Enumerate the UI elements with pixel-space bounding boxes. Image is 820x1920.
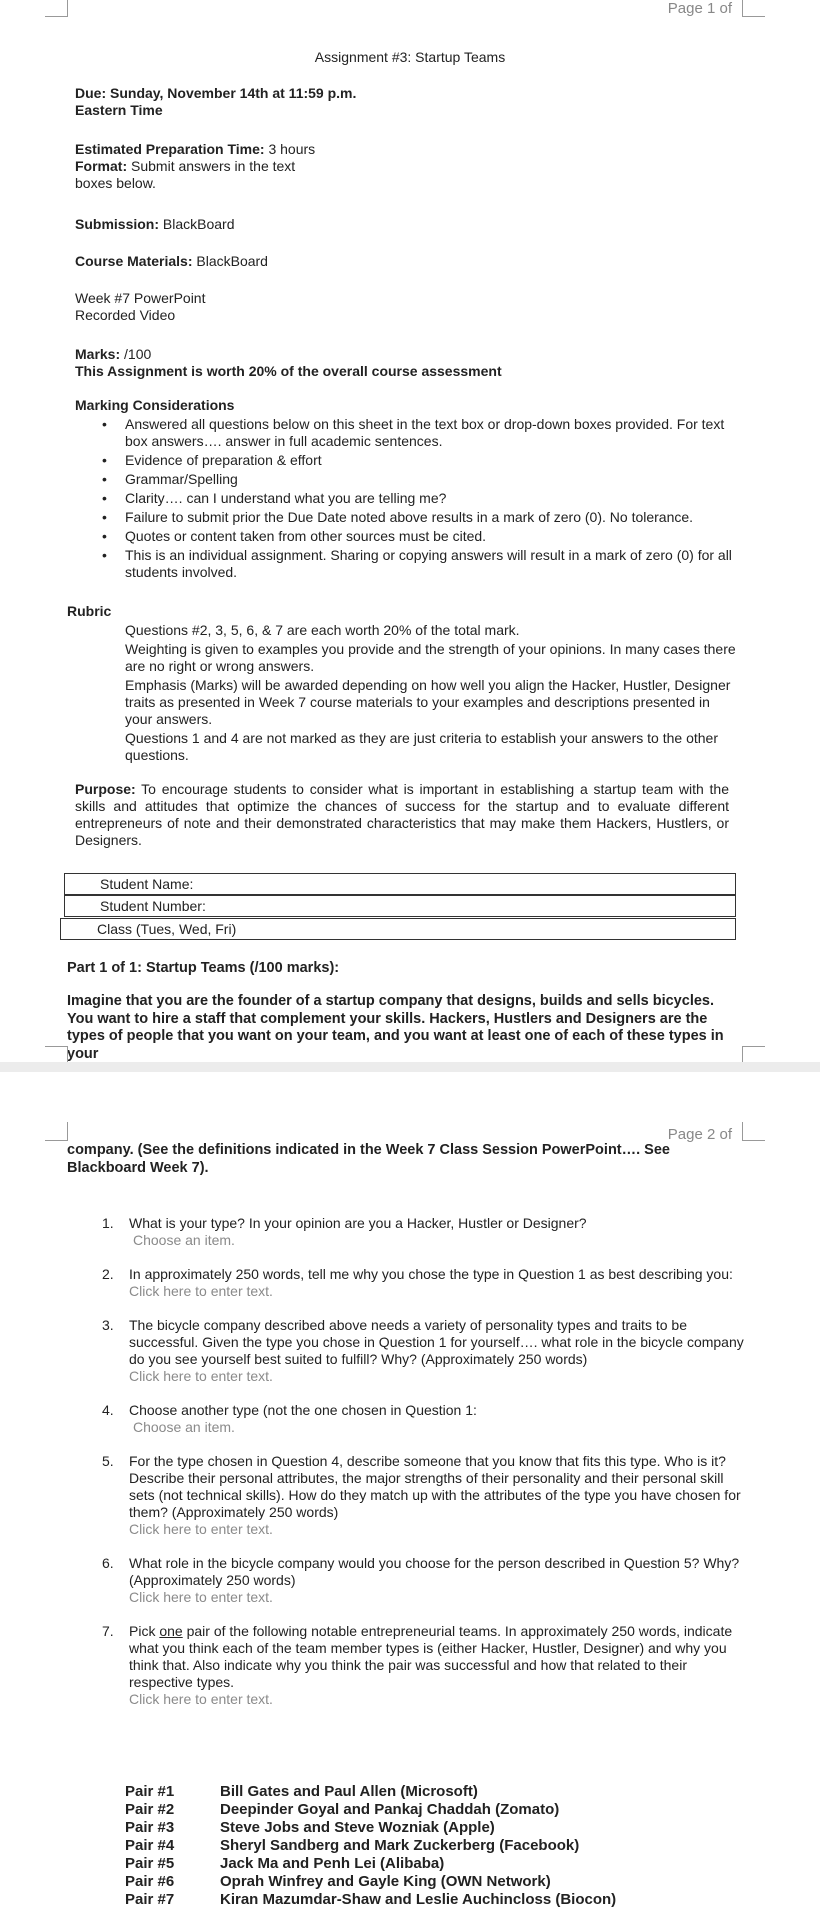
answer-textbox[interactable]: Click here to enter text. <box>129 1368 273 1384</box>
prep-value: 3 hours <box>264 141 316 157</box>
question-number: 7. <box>102 1623 114 1639</box>
document-page-2 <box>0 1072 820 1920</box>
rubric-item: Questions 1 and 4 are not marked as they are just criteria to establish your answers to the other questions. <box>125 730 718 763</box>
question-text-emphasis: one <box>159 1623 183 1639</box>
pair-row <box>125 1819 616 1837</box>
marks-value: /100 <box>120 346 152 362</box>
crop-mark-top-right <box>742 1122 765 1141</box>
question-item <box>67 1266 747 1300</box>
continuation-paragraph: company. (See the definitions indicated in the Week 7 Class Session PowerPoint…. See Blackboard Week 7). <box>67 1142 670 1176</box>
answer-dropdown[interactable]: Choose an item. <box>133 1419 235 1435</box>
question-number: 5. <box>102 1453 114 1469</box>
answer-textbox[interactable]: Click here to enter text. <box>129 1521 273 1537</box>
answer-textbox[interactable]: Click here to enter text. <box>129 1589 273 1605</box>
pair-row <box>125 1783 616 1801</box>
crop-mark-top-right <box>742 0 765 17</box>
rubric-list <box>125 622 740 766</box>
purpose-paragraph <box>75 781 729 849</box>
format-value-2: boxes below. <box>75 175 156 191</box>
rubric-item: Questions #2, 3, 5, 6, & 7 are each worth 20% of the total mark. <box>125 622 520 638</box>
pair-label: Pair #4 <box>125 1837 175 1854</box>
rubric-label: Rubric <box>67 603 112 619</box>
pair-names: Jack Ma and Penh Lei (Alibaba) <box>220 1855 445 1872</box>
materials-line <box>75 253 268 270</box>
materials-label: Course Materials: <box>75 253 193 269</box>
crop-mark-top-left <box>45 1122 68 1141</box>
answer-textbox[interactable]: Click here to enter text. <box>129 1283 273 1299</box>
student-name-field[interactable] <box>64 873 736 895</box>
marking-item: • Answered all questions below on this sheet in the text box or drop-down boxes provided. For text box answers…. answer in full academic sentences. <box>75 416 740 450</box>
pair-label: Pair #2 <box>125 1801 175 1818</box>
page-title: Assignment #3: Startup Teams <box>314 49 506 65</box>
marking-item: • Evidence of preparation & effort <box>75 452 740 469</box>
question-number: 4. <box>102 1402 114 1418</box>
question-text: Choose another type (not the one chosen in Question 1: <box>129 1402 477 1418</box>
materials-item: Week #7 PowerPoint <box>75 290 206 306</box>
purpose-label: Purpose: <box>75 781 136 797</box>
part-heading: Part 1 of 1: Startup Teams (/100 marks): <box>67 960 340 976</box>
marks-block <box>75 346 775 380</box>
question-number: 6. <box>102 1555 114 1571</box>
pair-names: Steve Jobs and Steve Wozniak (Apple) <box>220 1819 495 1836</box>
question-number: 2. <box>102 1266 114 1282</box>
marking-item: • Grammar/Spelling <box>75 471 740 488</box>
marking-list <box>75 416 740 583</box>
pair-names: Kiran Mazumdar-Shaw and Leslie Auchincloss (Biocon) <box>220 1891 617 1908</box>
submission-line <box>75 216 235 233</box>
format-value: Submit answers in the text <box>127 158 296 174</box>
due-line-2: Eastern Time <box>75 102 163 118</box>
pair-label: Pair #1 <box>125 1783 175 1800</box>
question-item <box>67 1453 747 1538</box>
rubric-item: Weighting is given to examples you provide and the strength of your opinions. In many cases there are no right or wrong answers. <box>125 641 736 674</box>
question-list <box>67 1215 747 1725</box>
question-text: What is your type? In your opinion are you a Hacker, Hustler or Designer? <box>129 1215 587 1231</box>
pair-label: Pair #7 <box>125 1891 175 1908</box>
pair-names: Bill Gates and Paul Allen (Microsoft) <box>220 1783 478 1800</box>
marks-label: Marks: <box>75 346 121 362</box>
class-field[interactable] <box>60 918 736 940</box>
student-name-label: Student Name: <box>100 876 194 892</box>
course-weight: This Assignment is worth 20% of the overall course assessment <box>75 363 502 379</box>
class-label: Class (Tues, Wed, Fri) <box>97 921 237 937</box>
submission-label: Submission: <box>75 216 160 232</box>
question-text: What role in the bicycle company would you choose for the person described in Question 5? Why? (Approximately 250 words) <box>129 1555 740 1588</box>
page-gap <box>0 1062 820 1072</box>
question-text-part: pair of the following notable entrepreneurial teams. In approximately 250 words, indicate what you think each of the team member types is (either Hacker, Hustler, Designer) and why you think that. Also indicate why you think the pair was successful and how that related to their respective types. <box>129 1623 733 1690</box>
pair-names: Deepinder Goyal and Pankaj Chaddah (Zomato) <box>220 1801 560 1818</box>
prep-format-block <box>75 141 375 192</box>
pair-label: Pair #5 <box>125 1855 175 1872</box>
page-number: Page 1 of <box>667 0 732 17</box>
materials-list <box>75 290 205 324</box>
marking-item: • This is an individual assignment. Sharing or copying answers will result in a mark of zero (0) for all students involved. <box>75 547 740 581</box>
pair-row <box>125 1873 616 1891</box>
question-text-part: Pick <box>129 1623 160 1639</box>
question-text <box>129 1623 732 1690</box>
question-text: In approximately 250 words, tell me why you chose the type in Question 1 as best describing you: <box>129 1266 733 1282</box>
pair-row <box>125 1891 616 1909</box>
answer-dropdown[interactable]: Choose an item. <box>133 1232 235 1248</box>
pair-row <box>125 1801 616 1819</box>
marking-item: • Quotes or content taken from other sources must be cited. <box>75 528 740 545</box>
pair-label: Pair #6 <box>125 1873 175 1890</box>
student-number-label: Student Number: <box>100 898 206 914</box>
marking-heading: Marking Considerations <box>75 397 235 413</box>
rubric-item: Emphasis (Marks) will be awarded depending on how well you align the Hacker, Hustler, Designer traits as presented in Week 7 course materials to your examples and descriptions presented in your answers. <box>125 677 731 727</box>
prep-label: Estimated Preparation Time: <box>75 141 265 157</box>
purpose-text: To encourage students to consider what is important in establishing a startup team with the skills and attitudes that optimize the chances of success for the startup and to evaluate different entrepreneurs of note and their demonstrated characteristics that may make them Hackers, Hustlers, or Designers. <box>75 781 729 848</box>
pair-names: Oprah Winfrey and Gayle King (OWN Network) <box>220 1873 551 1890</box>
marking-item: • Failure to submit prior the Due Date noted above results in a mark of zero (0). No tolerance. <box>75 509 740 526</box>
question-item <box>67 1555 747 1606</box>
intro-paragraph: Imagine that you are the founder of a startup company that designs, builds and sells bicycles. You want to hire a staff that complement your skills. Hackers, Hustlers and Designers are the types of people that you want on your team, and you want at least one of each of these types in your <box>67 993 724 1062</box>
pairs-table <box>125 1783 616 1909</box>
pair-row <box>125 1837 616 1855</box>
submission-value: BlackBoard <box>159 216 235 232</box>
page-number: Page 2 of <box>667 1126 732 1143</box>
due-date <box>75 85 495 119</box>
crop-mark-top-left <box>45 0 68 17</box>
format-label: Format: <box>75 158 128 174</box>
materials-value: BlackBoard <box>192 253 268 269</box>
question-number: 3. <box>102 1317 114 1333</box>
question-item <box>67 1317 747 1385</box>
marking-item: • Clarity…. can I understand what you are telling me? <box>75 490 740 507</box>
materials-item: Recorded Video <box>75 307 176 323</box>
question-text: For the type chosen in Question 4, describe someone that you know that fits this type. Who is it? Describe their personal attributes, the major strengths of their personality and their personal skill sets (not technical skills). How do they match up with the attributes of the type you have chosen for them? (Approximately 250 words) <box>129 1453 741 1520</box>
pair-names: Sheryl Sandberg and Mark Zuckerberg (Facebook) <box>220 1837 580 1854</box>
question-item <box>67 1402 747 1436</box>
pair-row <box>125 1855 616 1873</box>
question-item <box>67 1215 747 1249</box>
question-text: The bicycle company described above needs a variety of personality types and traits to be successful. Given the type you chose in Question 1 for yourself…. what role in the bicycle company do you see yourself best suited to fulfill? Why? (Approximately 250 words) <box>129 1317 744 1367</box>
pair-label: Pair #3 <box>125 1819 175 1836</box>
student-number-field[interactable] <box>64 895 736 917</box>
question-number: 1. <box>102 1215 114 1231</box>
due-line-1: Due: Sunday, November 14th at 11:59 p.m. <box>75 85 357 101</box>
question-item <box>67 1623 747 1708</box>
answer-textbox[interactable]: Click here to enter text. <box>129 1691 273 1707</box>
